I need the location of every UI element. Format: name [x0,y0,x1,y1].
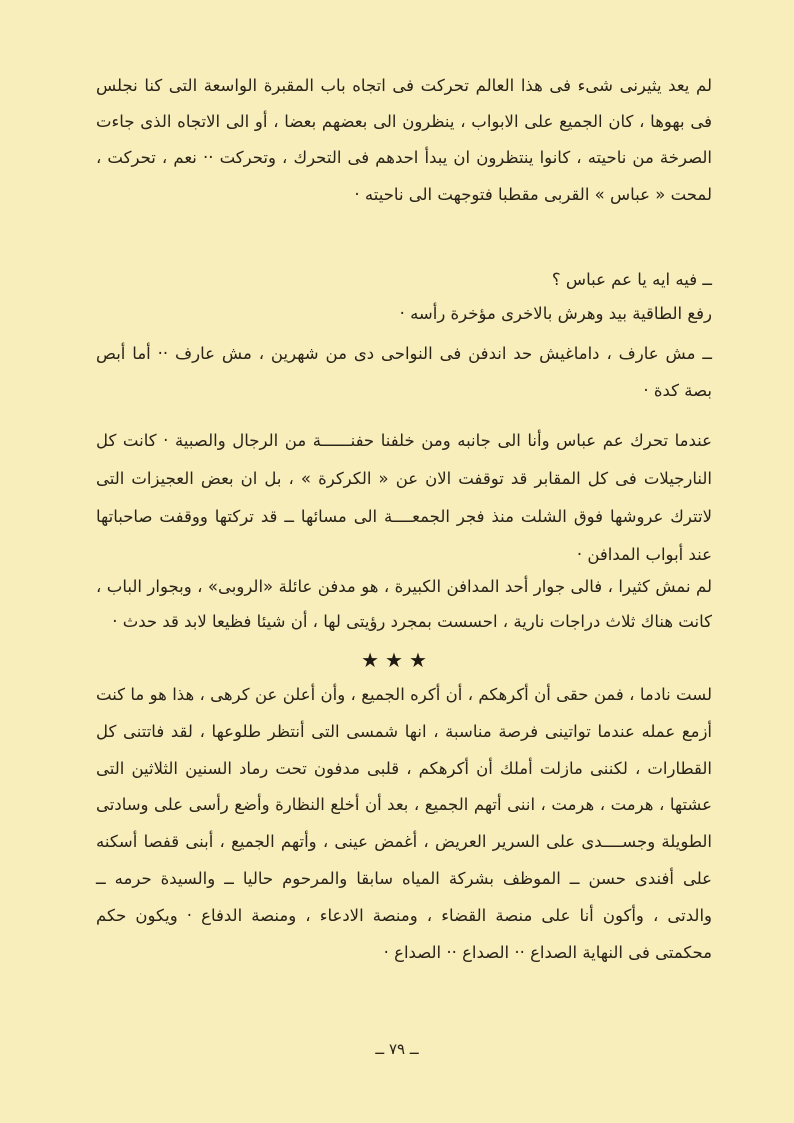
section-separator: ★★★ [361,648,433,672]
dialogue-answer: ــ مش عارف ، داماغيش حد اندفن فى النواحى دى من شهرين ، مش عارف ·· أما أبص بصة كدة · [96,344,712,400]
paragraph-procession: عندما تحرك عم عباس وأنا الى جانبه ومن خلفنا حفنــــــة من الرجال والصبية · كانت كل النارجيلات فى كل المقابر قد توقفت الان عن « الكركرة » ، بل ان بعض العجيزات التى لاتترك عروشها فوق الشلت منذ فجر الجمعــــة الى مسائها ــ قد تركتها ووقفت صاحباتها عند أبواب المدافن · [96,431,712,564]
page-number: ــ ٧٩ ــ [375,1040,419,1058]
paragraph-monologue: لست نادما ، فمن حقى أن أكرهكم ، أن أكره الجميع ، وأن أعلن عن كرهى ، هذا هو ما كنت أزمع عمله عندما تواتينى فرصة مناسبة ، انها شمسى التى أنتظر طلوعها ، لقد فاتتنى كل القطارات ، لكننى مازلت أملك أن أكرهكم ، قلبى مدفون تحت رماد السنين الثلاثين التى عشتها ، هرمت ، هرمت ، اننى أتهم الجميع ، بعد أن أخلع النظارة وأضع رأسى على وسادتى الطويلة وجســــدى على السرير العريض ، أغمض عينى ، وأتهم الجميع ، أبنى قفصا أسكنه على أفندى حسن ــ الموظف بشركة المياه سابقا والمرحوم حاليا ــ والسيدة حرمه ــ والدتى ، وأكون أنا على منصة القضاء ، ومنصة الادعاء ، ومنصة الدفاع · ويكون حكم محكمتى فى النهاية الصداع ·· الصداع ·· الصداع · [96,685,712,962]
paragraph-motorcycles: لم نمش كثيرا ، فالى جوار أحد المدافن الكبيرة ، هو مدفن عائلة «الروبى» ، وبجوار الباب ، كانت هناك ثلاث دراجات نارية ، احسست بمجرد رؤيتى لها ، أن شيئا فظيعا لابد قد حدث · [96,577,712,631]
paragraph-scratch-head: رفع الطاقية بيد وهرش بالاخرى مؤخرة رأسه · [399,304,712,323]
dialogue-question: ــ فيه ايه يا عم عباس ؟ [551,270,712,289]
paragraph-opening: لم يعد يثيرنى شىء فى هذا العالم تحركت فى اتجاه باب المقبرة الواسعة التى كنا نجلس فى بهوها ، كان الجميع على الابواب ، ينظرون الى بعضهم بعضا ، أو الى الاتجاه الذى جاءت الصرخة من ناحيته ، كانوا ينتظرون ان يبدأ احدهم فى التحرك ، وتحركت ·· نعم ، تحركت ، لمحت « عباس » القربى مقطبا فتوجهت الى ناحيته · [96,76,712,204]
